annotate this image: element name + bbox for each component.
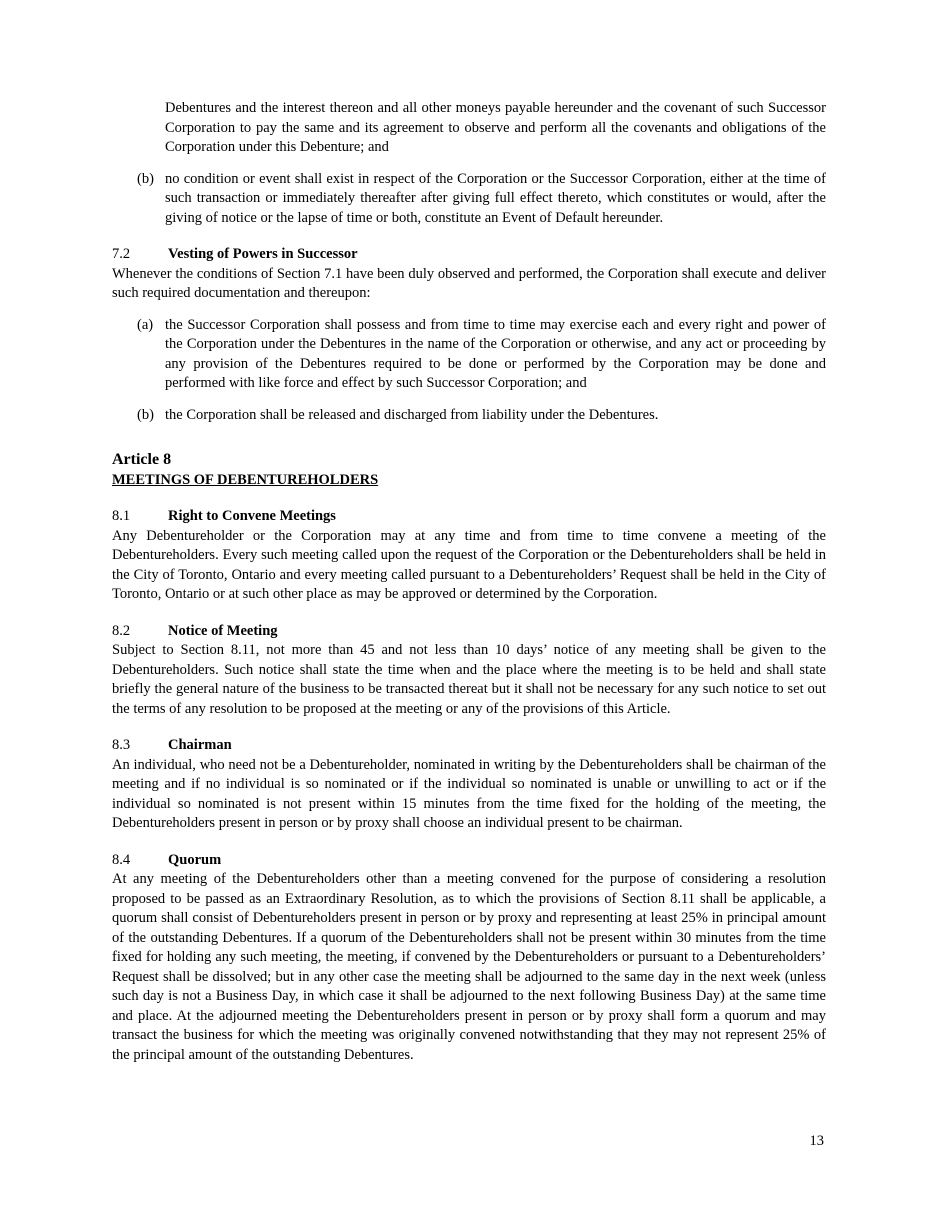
section-title: Quorum	[168, 851, 222, 868]
section-title: Right to Convene Meetings	[168, 508, 336, 524]
section-body: Whenever the conditions of Section 7.1 have been duly observed and performed, the Corporation shall execute and deliver such required documentation and thereupon:	[112, 265, 826, 301]
article-title: Article 8	[112, 451, 172, 468]
section-8-3	[112, 736, 826, 834]
section-8-1-heading	[112, 507, 826, 527]
list-item-text: the Corporation shall be released and discharged from liability under the Debentures.	[165, 406, 659, 423]
section-8-4	[112, 851, 826, 1066]
section-8-2	[112, 622, 826, 720]
section-body: At any meeting of the Debentureholders other than a meeting convened for the purpose of considering a resolution proposed to be passed as an Extraordinary Resolution, as to which the provisions of Section 8.11 shall be applicable, a quorum shall consist of Debentureholders present in person or by proxy and representing at least 25% in principal amount of the outstanding Debentures. If a quorum of the Debentureholders shall not be present within 30 minutes from the time fixed for holding any such meeting, the meeting, if convened by the Debentureholders or pursuant to a Debentureholders’ Request shall be dissolved; but in any other case the meeting shall be adjourned to the same day in the next week (unless such day is not a Business Day, in which case it shall be adjourned to the next following Business Day) at the same time and place. At the adjourned meeting the Debentureholders present in person or by proxy shall form a quorum and may transact the business for which the meeting was originally convened notwithstanding that they may not represent 25% of the principal amount of the outstanding Debentures.	[112, 871, 826, 1063]
section-8-1	[112, 507, 826, 605]
list-item-label: (b)	[137, 170, 154, 187]
list-item-7-2-a	[112, 316, 826, 394]
section-7-2-heading	[112, 245, 826, 265]
section-body: Subject to Section 8.11, not more than 45 and not less than 10 days’ notice of any meeting shall be given to the Debentureholders. Such notice shall state the time when and the place where the meeting is to be held and shall state briefly the general nature of the business to be transacted thereat but it shall not be necessary for any such notice to set out the terms of any resolution to be proposed at the meeting or any of the provisions of this Article.	[112, 642, 826, 717]
list-item-7-2-b	[112, 406, 826, 426]
section-8-2-heading	[112, 622, 826, 642]
list-item-label: (a)	[137, 316, 154, 333]
list-item-text: no condition or event shall exist in respect of the Corporation or the Successor Corporation, either at the time of such transaction or immediately thereafter after giving full effect thereto, which constitutes or would, after the giving of notice or the lapse of time or both, constitute an Event of Default hereunder.	[165, 170, 826, 226]
section-title: Notice of Meeting	[168, 622, 278, 639]
article-subtitle: MEETINGS OF DEBENTUREHOLDERS	[112, 472, 379, 488]
section-title: Vesting of Powers in Successor	[168, 246, 358, 262]
section-8-4-heading	[112, 851, 826, 871]
section-number: 8.1	[112, 508, 131, 524]
list-item-label: (b)	[137, 406, 154, 423]
list-item-text: the Successor Corporation shall possess and from time to time may exercise each and every right and power of the Corporation under the Debentures in the name of the Corporation or otherwise, and any act or proceeding by any provision of the Debentures required to be done or performed by the Corporation may be done and performed with like force and effect by such Successor Corporation; and	[165, 316, 826, 391]
document-content	[112, 99, 826, 1065]
page-number: 13	[809, 1133, 824, 1149]
paragraph-continuation-7-1-a: Debentures and the interest thereon and all other moneys payable hereunder and the covenant of such Successor Corporation to pay the same and its agreement to observe and perform all the covenants and obligations of the Corporation under this Debenture; and	[165, 100, 826, 155]
list-item-7-1-b	[112, 170, 826, 229]
section-number: 8.2	[112, 622, 131, 639]
section-8-3-heading	[112, 736, 826, 756]
section-title: Chairman	[168, 737, 232, 753]
section-body: Any Debentureholder or the Corporation may at any time and from time to time convene a meeting of the Debentureholders. Every such meeting called upon the request of the Corporation or the Debentureholders shall be held in the City of Toronto, Ontario and every meeting called pursuant to a Debentureholders’ Request shall be held in the City of Toronto, Ontario or at such other place as may be approved or determined by the Corporation.	[112, 527, 826, 602]
section-number: 8.3	[112, 737, 131, 753]
section-number: 8.4	[112, 851, 131, 868]
section-body: An individual, who need not be a Debentureholder, nominated in writing by the Debentureholders shall be chairman of the meeting and if no individual is so nominated or if the individual so nominated is unable or unwilling to act or if the individual so nominated is not present within 15 minutes from the time fixed for the holding of the meeting, the Debentureholders present in person or by proxy shall choose an individual present to be chairman.	[112, 756, 826, 831]
section-number: 7.2	[112, 246, 131, 262]
section-7-2	[112, 245, 826, 304]
article-8-heading	[112, 449, 826, 490]
